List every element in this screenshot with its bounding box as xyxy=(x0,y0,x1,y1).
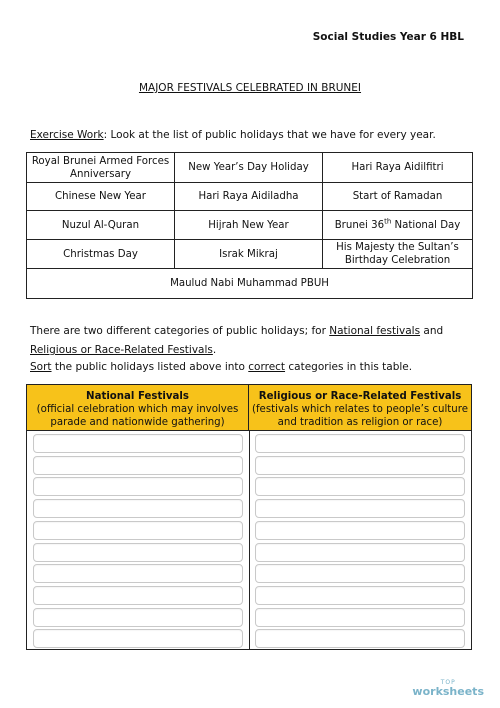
holiday-cell: Hijrah New Year xyxy=(175,211,323,240)
exercise-label: Exercise Work xyxy=(30,129,104,141)
national-answer-slot[interactable] xyxy=(33,564,243,583)
instr-mid: the public holidays listed above into xyxy=(51,361,249,373)
holiday-cell: Christmas Day xyxy=(27,240,175,269)
religious-festivals-header xyxy=(249,385,471,431)
topworksheets-logo xyxy=(412,679,484,697)
para-text: There are two different categories of public holidays; for xyxy=(30,325,330,337)
religious-answer-slot[interactable] xyxy=(255,586,465,605)
exercise-text: : Look at the list of public holidays that we have for every year. xyxy=(103,129,436,141)
para-religious: Religious or Race-Related Festivals xyxy=(30,344,213,356)
religious-answer-slot[interactable] xyxy=(255,629,465,648)
national-answer-slot[interactable] xyxy=(33,521,243,540)
holiday-cell: Nuzul Al-Quran xyxy=(27,211,175,240)
religious-answer-slot[interactable] xyxy=(255,499,465,518)
holiday-cell: His Majesty the Sultan’s Birthday Celebration xyxy=(323,240,473,269)
instr-end: categories in this table. xyxy=(285,361,413,373)
para-end: . xyxy=(212,344,217,356)
sort-table xyxy=(26,384,472,650)
religious-answer-slot[interactable] xyxy=(255,434,465,453)
national-answer-slot[interactable] xyxy=(33,543,243,562)
holiday-cell: Hari Raya Aidilfitri xyxy=(323,153,473,183)
national-answer-slot[interactable] xyxy=(33,608,243,627)
national-answer-slot[interactable] xyxy=(33,434,243,453)
instruction-line xyxy=(30,361,412,373)
holiday-cell: Hari Raya Aidiladha xyxy=(175,183,323,211)
national-subheading: (official celebration which may involves parade and nationwide gathering) xyxy=(36,404,239,428)
national-answer-slot[interactable] xyxy=(33,499,243,518)
holiday-cell: Chinese New Year xyxy=(27,183,175,211)
holidays-table xyxy=(26,152,473,299)
holiday-cell-national-day xyxy=(323,211,473,240)
national-answer-slot[interactable] xyxy=(33,586,243,605)
religious-answer-slot[interactable] xyxy=(255,477,465,496)
column-divider xyxy=(249,431,250,650)
holiday-cell: Israk Mikraj xyxy=(175,240,323,269)
religious-heading: Religious or Race-Related Festivals xyxy=(258,391,462,402)
religious-answer-slot[interactable] xyxy=(255,543,465,562)
religious-answer-slot[interactable] xyxy=(255,608,465,627)
exercise-line xyxy=(30,129,436,141)
national-day-suffix: National Day xyxy=(391,219,461,231)
holiday-cell: Maulud Nabi Muhammad PBUH xyxy=(27,269,473,299)
para-and: and xyxy=(420,325,444,337)
religious-answer-slot[interactable] xyxy=(255,564,465,583)
holiday-cell: Start of Ramadan xyxy=(323,183,473,211)
religious-subheading: (festivals which relates to people’s culture and tradition as religion or race) xyxy=(252,404,468,428)
holiday-cell: New Year’s Day Holiday xyxy=(175,153,323,183)
course-header: Social Studies Year 6 HBL xyxy=(312,31,464,43)
national-heading: National Festivals xyxy=(86,391,189,402)
national-answer-slot[interactable] xyxy=(33,629,243,648)
holiday-cell: Royal Brunei Armed Forces Anniversary xyxy=(27,153,175,183)
sort-table-header xyxy=(27,385,471,431)
categories-paragraph xyxy=(30,322,476,360)
religious-answer-slot[interactable] xyxy=(255,456,465,475)
national-answer-slot[interactable] xyxy=(33,477,243,496)
brand-name: worksheets xyxy=(412,685,484,698)
brand-top: TOP xyxy=(440,679,456,686)
page-title: MAJOR FESTIVALS CELEBRATED IN BRUNEI xyxy=(138,82,362,94)
national-day-prefix: Brunei 36 xyxy=(334,219,385,231)
religious-answer-slot[interactable] xyxy=(255,521,465,540)
instr-sort: Sort xyxy=(30,361,52,373)
national-answer-slot[interactable] xyxy=(33,456,243,475)
para-national: National festivals xyxy=(329,325,421,337)
national-festivals-header xyxy=(27,385,249,431)
national-day-ordinal: th xyxy=(384,217,392,226)
instr-correct: correct xyxy=(248,361,286,373)
